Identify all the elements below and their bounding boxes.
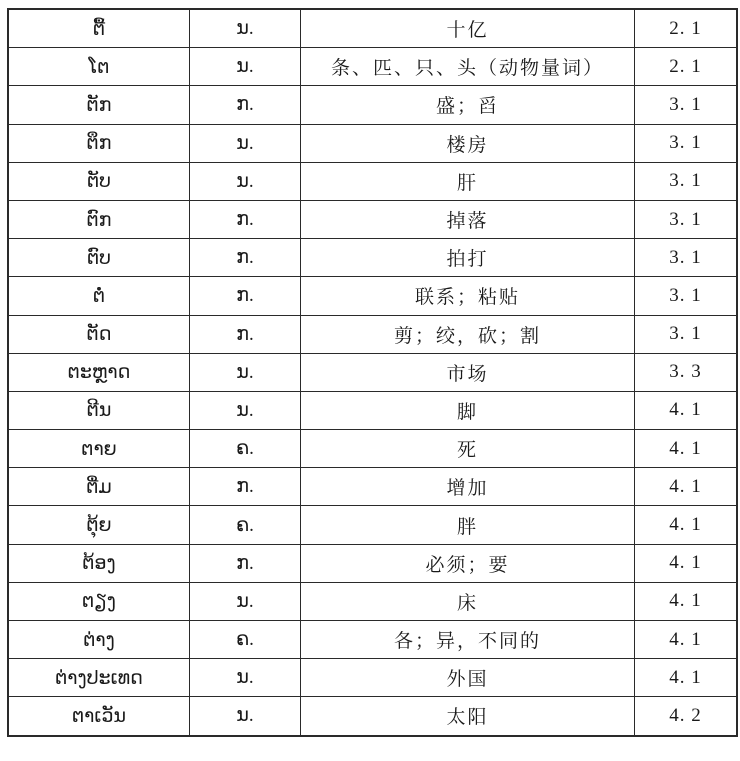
table-row [8, 86, 737, 124]
lesson-number: 4. 1 [635, 506, 738, 544]
table-row [8, 621, 737, 659]
lesson-number: 3. 3 [635, 353, 738, 391]
part-of-speech: ຄ. [190, 430, 301, 468]
lao-word: ຕື້ [8, 9, 190, 48]
lesson-number: 4. 1 [635, 468, 738, 506]
lao-word: ຕັດ [8, 315, 190, 353]
part-of-speech: ກ. [190, 468, 301, 506]
lesson-number: 3. 1 [635, 277, 738, 315]
part-of-speech: ນ. [190, 697, 301, 736]
chinese-meaning: 太阳 [301, 697, 635, 736]
chinese-meaning: 脚 [301, 391, 635, 429]
lesson-number: 3. 1 [635, 162, 738, 200]
part-of-speech: ກ. [190, 544, 301, 582]
lao-word: ຕົກ [8, 200, 190, 238]
part-of-speech: ກ. [190, 277, 301, 315]
vocabulary-table [7, 8, 738, 737]
part-of-speech: ນ. [190, 48, 301, 86]
lesson-number: 3. 1 [635, 200, 738, 238]
lao-word: ໂຕ [8, 48, 190, 86]
table-row [8, 9, 737, 48]
lao-word: ຕ້ອງ [8, 544, 190, 582]
lesson-number: 3. 1 [635, 315, 738, 353]
chinese-meaning: 剪；绞，砍；割 [301, 315, 635, 353]
lao-word: ຕີນ [8, 391, 190, 429]
chinese-meaning: 各；异，不同的 [301, 621, 635, 659]
table-row [8, 582, 737, 620]
table-row [8, 200, 737, 238]
lesson-number: 4. 1 [635, 659, 738, 697]
chinese-meaning: 盛；舀 [301, 86, 635, 124]
part-of-speech: ຄ. [190, 506, 301, 544]
part-of-speech: ນ. [190, 353, 301, 391]
lesson-number: 2. 1 [635, 9, 738, 48]
chinese-meaning: 死 [301, 430, 635, 468]
chinese-meaning: 床 [301, 582, 635, 620]
lesson-number: 3. 1 [635, 124, 738, 162]
part-of-speech: ນ. [190, 162, 301, 200]
chinese-meaning: 增加 [301, 468, 635, 506]
table-row [8, 48, 737, 86]
chinese-meaning: 必须；要 [301, 544, 635, 582]
lesson-number: 3. 1 [635, 86, 738, 124]
lao-word: ຕຶກ [8, 124, 190, 162]
table-row [8, 659, 737, 697]
chinese-meaning: 掉落 [301, 200, 635, 238]
part-of-speech: ກ. [190, 239, 301, 277]
chinese-meaning: 外国 [301, 659, 635, 697]
lesson-number: 4. 1 [635, 582, 738, 620]
chinese-meaning: 肝 [301, 162, 635, 200]
chinese-meaning: 条、匹、只、头（动物量词） [301, 48, 635, 86]
table-row [8, 315, 737, 353]
lesson-number: 4. 2 [635, 697, 738, 736]
lao-word: ຕ່າງປະເທດ [8, 659, 190, 697]
lesson-number: 4. 1 [635, 544, 738, 582]
table-row [8, 506, 737, 544]
lesson-number: 3. 1 [635, 239, 738, 277]
part-of-speech: ຄ. [190, 621, 301, 659]
lesson-number: 2. 1 [635, 48, 738, 86]
lao-word: ຕຸ້ຍ [8, 506, 190, 544]
lao-word: ຕະຫຼາດ [8, 353, 190, 391]
part-of-speech: ນ. [190, 659, 301, 697]
table-row [8, 544, 737, 582]
lao-word: ຕໍ່ [8, 277, 190, 315]
chinese-meaning: 拍打 [301, 239, 635, 277]
chinese-meaning: 楼房 [301, 124, 635, 162]
part-of-speech: ກ. [190, 315, 301, 353]
chinese-meaning: 市场 [301, 353, 635, 391]
table-row [8, 430, 737, 468]
part-of-speech: ນ. [190, 391, 301, 429]
lesson-number: 4. 1 [635, 621, 738, 659]
lao-word: ຕົບ [8, 239, 190, 277]
part-of-speech: ກ. [190, 86, 301, 124]
lao-word: ຕື່ມ [8, 468, 190, 506]
lao-word: ຕຽງ [8, 582, 190, 620]
lao-word: ຕັບ [8, 162, 190, 200]
part-of-speech: ນ. [190, 124, 301, 162]
part-of-speech: ກ. [190, 200, 301, 238]
table-row [8, 391, 737, 429]
part-of-speech: ນ. [190, 582, 301, 620]
lesson-number: 4. 1 [635, 430, 738, 468]
lao-word: ຕັກ [8, 86, 190, 124]
table-row [8, 468, 737, 506]
table-row [8, 124, 737, 162]
chinese-meaning: 十亿 [301, 9, 635, 48]
part-of-speech: ນ. [190, 9, 301, 48]
table-row [8, 353, 737, 391]
table-row [8, 697, 737, 736]
lao-word: ຕາຍ [8, 430, 190, 468]
lao-word: ຕ່າງ [8, 621, 190, 659]
lesson-number: 4. 1 [635, 391, 738, 429]
table-row [8, 239, 737, 277]
chinese-meaning: 胖 [301, 506, 635, 544]
lao-word: ຕາເວັນ [8, 697, 190, 736]
table-row [8, 162, 737, 200]
chinese-meaning: 联系；粘贴 [301, 277, 635, 315]
table-row [8, 277, 737, 315]
